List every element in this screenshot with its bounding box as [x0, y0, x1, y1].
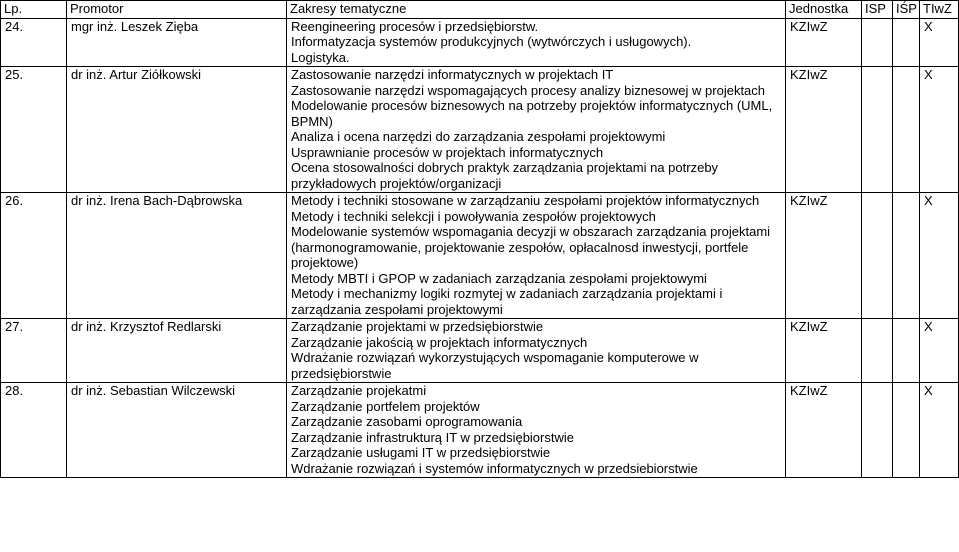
row-lp: 28. [1, 383, 67, 478]
row-isp [862, 383, 893, 478]
topic-item: Modelowanie procesów biznesowych na potrzeby projektów informatycznych (UML, BPMN) [291, 98, 773, 129]
table-row [1, 383, 959, 478]
row-tiwz: X [920, 67, 959, 193]
topic-item: Zarządzanie portfelem projektów [291, 398, 480, 414]
header-iisp: IŚP [893, 1, 920, 19]
topic-item: Usprawnianie procesów w projektach informatycznych [291, 144, 604, 160]
table-row [1, 319, 959, 383]
topic-item: Zarządzanie projekatmi [291, 383, 427, 398]
row-unit: KZIwZ [786, 319, 862, 383]
row-unit: KZIwZ [786, 18, 862, 67]
topic-item: Logistyka. [291, 49, 350, 65]
row-promotor: dr inż. Artur Ziółkowski [67, 67, 287, 193]
row-tiwz: X [920, 18, 959, 67]
row-topics [287, 319, 786, 383]
topic-item: Metody i mechanizmy logiki rozmytej w zadaniach zarządzania projektami i zarządzania zespołami projektowymi [291, 286, 723, 317]
row-isp [862, 193, 893, 319]
row-unit: KZIwZ [786, 383, 862, 478]
topic-item: Zastosowanie narzędzi wspomagających procesy analizy biznesowej w projektach [291, 82, 766, 98]
table-header-row [1, 1, 959, 19]
table-row [1, 18, 959, 67]
row-lp: 25. [1, 67, 67, 193]
row-topics [287, 67, 786, 193]
topic-item: Wdrażanie rozwiązań wykorzystujących wspomaganie komputerowe w przedsiębiorstwie [291, 350, 699, 381]
table-row [1, 193, 959, 319]
row-tiwz: X [920, 383, 959, 478]
header-lp: Lp. [1, 1, 67, 19]
header-topics: Zakresy tematyczne [287, 1, 786, 19]
header-promotor: Promotor [67, 1, 287, 19]
topic-item: Analiza i ocena narzędzi do zarządzania zespołami projektowymi [291, 129, 666, 144]
row-promotor: mgr inż. Leszek Zięba [67, 18, 287, 67]
topic-item: Zarządzanie projektami w przedsiębiorstwie [291, 319, 544, 334]
row-tiwz: X [920, 319, 959, 383]
row-isp [862, 67, 893, 193]
topic-item: Ocena stosowalności dobrych praktyk zarządzania projektami na potrzeby przykładowych projektów/organizacji [291, 160, 719, 191]
header-unit: Jednostka [786, 1, 862, 19]
row-promotor: dr inż. Krzysztof Redlarski [67, 319, 287, 383]
row-lp: 24. [1, 18, 67, 67]
row-unit: KZIwZ [786, 193, 862, 319]
row-promotor: dr inż. Sebastian Wilczewski [67, 383, 287, 478]
row-iisp [893, 18, 920, 67]
topic-item: Modelowanie systemów wspomagania decyzji w obszarach zarządzania projektami (harmonogramowanie, projektowanie zespołów, opłacalnosd inwestycji, portfele projektowe) [291, 224, 771, 270]
topic-item: Informatyzacja systemów produkcyjnych (wytwórczych i usługowych). [291, 34, 692, 49]
header-tiwz: TIwZ [920, 1, 959, 19]
row-iisp [893, 383, 920, 478]
topic-item: Metody i techniki selekcji i powoływania zespołów projektowych [291, 208, 656, 224]
row-topics [287, 383, 786, 478]
topic-item: Zastosowanie narzędzi informatycznych w projektach IT [291, 67, 614, 82]
row-promotor: dr inż. Irena Bach-Dąbrowska [67, 193, 287, 319]
topic-item: Zarządzanie infrastrukturą IT w przedsiębiorstwie [291, 429, 574, 445]
row-tiwz: X [920, 193, 959, 319]
topic-item: Zarządzanie zasobami oprogramowania [291, 414, 523, 429]
topic-item: Metody MBTI i GPOP w zadaniach zarządzania zespołami projektowymi [291, 270, 707, 286]
row-iisp [893, 67, 920, 193]
table-row [1, 67, 959, 193]
row-unit: KZIwZ [786, 67, 862, 193]
row-topics [287, 193, 786, 319]
row-lp: 26. [1, 193, 67, 319]
topic-item: Wdrażanie rozwiązań i systemów informatycznych w przedsiebiorstwie [291, 460, 698, 476]
header-isp: ISP [862, 1, 893, 19]
row-isp [862, 319, 893, 383]
topic-item: Zarządzanie usługami IT w przedsiębiorstwie [291, 445, 551, 460]
row-topics [287, 18, 786, 67]
row-iisp [893, 319, 920, 383]
topic-item: Metody i techniki stosowane w zarządzaniu zespołami projektów informatycznych [291, 193, 760, 208]
topic-item: Zarządzanie jakością w projektach informatycznych [291, 334, 588, 350]
topic-item: Reengineering procesów i przedsiębiorstw. [291, 18, 539, 34]
row-lp: 27. [1, 319, 67, 383]
row-isp [862, 18, 893, 67]
row-iisp [893, 193, 920, 319]
